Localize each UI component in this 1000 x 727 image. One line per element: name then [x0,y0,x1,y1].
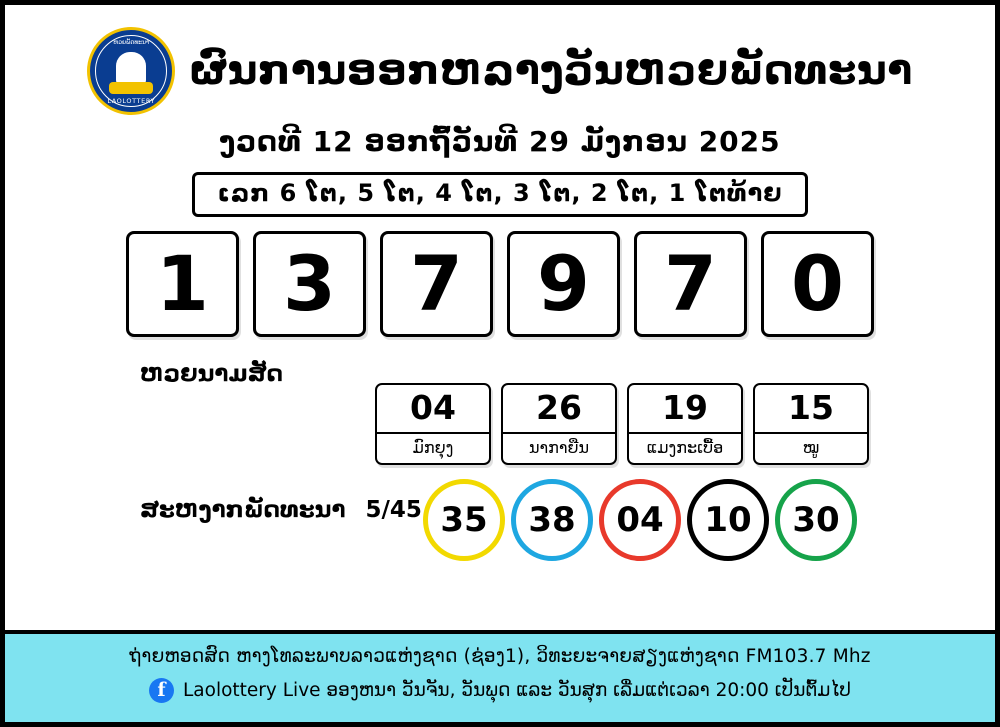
animal-name: ແມງກະເບື້ອ [646,438,724,458]
lotto-heading: ສະຫງາກພັດທະນາ [140,497,346,523]
animal-number: 19 [629,385,741,434]
draw-info: ງວດທີ 12 ອອກຖົ້ວັນທີ 29 ມັງກອນ 2025 [219,125,781,158]
digit-box: 9 [507,231,620,337]
digit-box: 7 [634,231,747,337]
animal-number: 04 [377,385,489,434]
facebook-icon[interactable]: f [149,678,174,703]
lotto-ball: 30 [775,479,857,561]
animal-card [627,383,743,465]
page-title: ຜົນການອອກຫລາງວັນຫວຍພັດທະນາ [189,46,913,95]
winning-number-row [5,231,995,337]
animal-card [753,383,869,465]
logo-top-text: ຫວຍພັດທະນາ [113,39,150,46]
animal-number: 15 [755,385,867,434]
facebook-live-info [5,678,995,703]
facebook-live-text: Laolottery Live ອອງຫນາ ວັນຈັນ, ວັນພຸດ ແລະ ວັນສຸກ ເລື່ມແຕ່ເວລາ 20:00 ເປັນຕົ້ມໄປ [183,680,851,701]
digit-box: 0 [761,231,874,337]
animal-name: ນາກາຍືນ [528,438,590,458]
lotto-section [5,477,995,569]
animal-card [375,383,491,465]
logo-urn-shape [116,52,146,86]
prize-label-container [5,172,995,217]
lotto-ball: 10 [687,479,769,561]
header [5,5,995,115]
lotto-ball: 04 [599,479,681,561]
digit-box: 7 [380,231,493,337]
animal-card [501,383,617,465]
lotto-heading-wrap [140,497,422,523]
lotto-ball: 35 [423,479,505,561]
logo-bottom-text: LAOLOTTERY [107,97,156,105]
animal-number: 26 [503,385,615,434]
laolottery-logo-icon [87,27,175,115]
lotto-ball: 38 [511,479,593,561]
animal-name: ໝູ [802,438,820,458]
broadcast-info: ຖ່າຍຫອດສົດ ຫາງໂທລະພາບລາວແຫ່ງຊາດ (ຊ່ອງ1), ວິທະຍະຈາຍສຽງແຫ່ງຊາດ FM103.7 Mhz [129,646,871,667]
lotto-ball-row [423,479,857,561]
animal-lottery-section [5,355,995,475]
digit-box: 3 [253,231,366,337]
animal-lottery-heading: ຫວຍນາມສັດ [140,361,283,387]
animal-lottery-row [375,383,869,465]
animal-name: ມົກຍຸງ [412,438,454,458]
lotto-code: 5/45 [365,497,422,523]
digit-box: 1 [126,231,239,337]
prize-label: ເລກ 6 ໂຕ, 5 ໂຕ, 4 ໂຕ, 3 ໂຕ, 2 ໂຕ, 1 ໂຕທ້າຍ [192,172,807,217]
footer [5,630,995,722]
